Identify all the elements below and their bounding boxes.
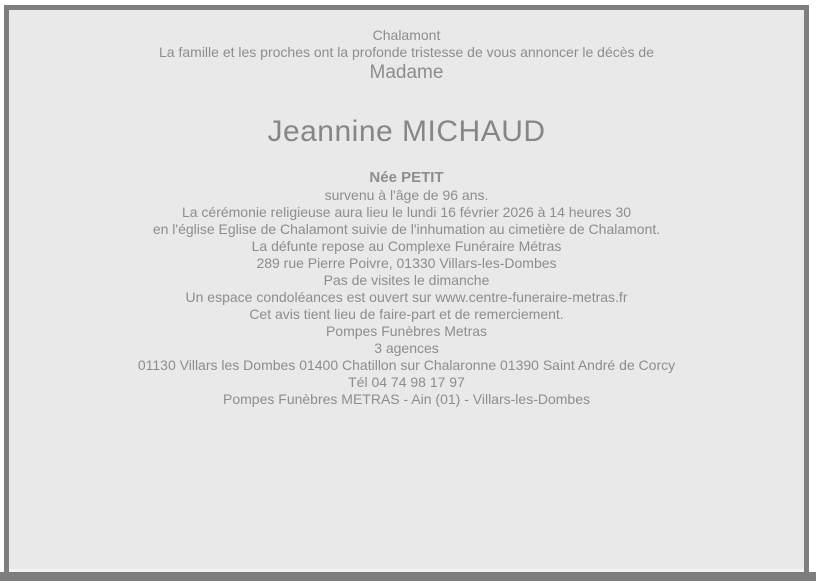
agencies-line: 3 agences <box>374 340 439 357</box>
phone-line: Tél 04 74 98 17 97 <box>348 374 465 391</box>
ceremony-line-2: en l'église Eglise de Chalamont suivie de l'inhumation au cimetière de Chalamont. <box>152 221 661 238</box>
city-line: Chalamont <box>372 27 441 43</box>
deceased-name-title: Jeannine MICHAUD <box>267 115 546 148</box>
agency-locations-line: 01130 Villars les Dombes 01400 Chatillon sur Chalaronne 01390 Saint André de Corcy <box>137 357 676 374</box>
funeral-home-name: Pompes Funèbres Metras <box>325 323 488 340</box>
civility-line: Madame <box>369 62 444 83</box>
condolences-line: Un espace condoléances est ouvert sur www.centre-funeraire-metras.fr <box>185 289 628 306</box>
bottom-bar <box>0 572 816 581</box>
repose-visits-line: Pas de visites le dimanche <box>323 272 490 289</box>
funeral-home-paragraph <box>9 323 804 357</box>
repose-paragraph <box>9 238 804 289</box>
notice-body <box>9 10 804 572</box>
maiden-name-line: Née PETIT <box>369 169 444 187</box>
ceremony-line-1: La cérémonie religieuse aura lieu le lundi 16 février 2026 à 14 heures 30 <box>181 204 632 221</box>
announcement-line: La famille et les proches ont la profonde tristesse de vous annoncer le décès de <box>159 44 654 60</box>
ceremony-paragraph <box>9 204 804 238</box>
age-line: survenu à l'âge de 96 ans. <box>324 187 489 204</box>
notice-frame <box>4 5 809 572</box>
faire-part-line: Cet avis tient lieu de faire-part et de remerciement. <box>249 306 564 323</box>
repose-address-line: 289 rue Pierre Poivre, 01330 Villars-les-Dombes <box>256 255 557 272</box>
footer-signature-line: Pompes Funèbres METRAS - Ain (01) - Villars-les-Dombes <box>223 391 590 408</box>
repose-location-line: La défunte repose au Complexe Funéraire Métras <box>251 238 562 255</box>
